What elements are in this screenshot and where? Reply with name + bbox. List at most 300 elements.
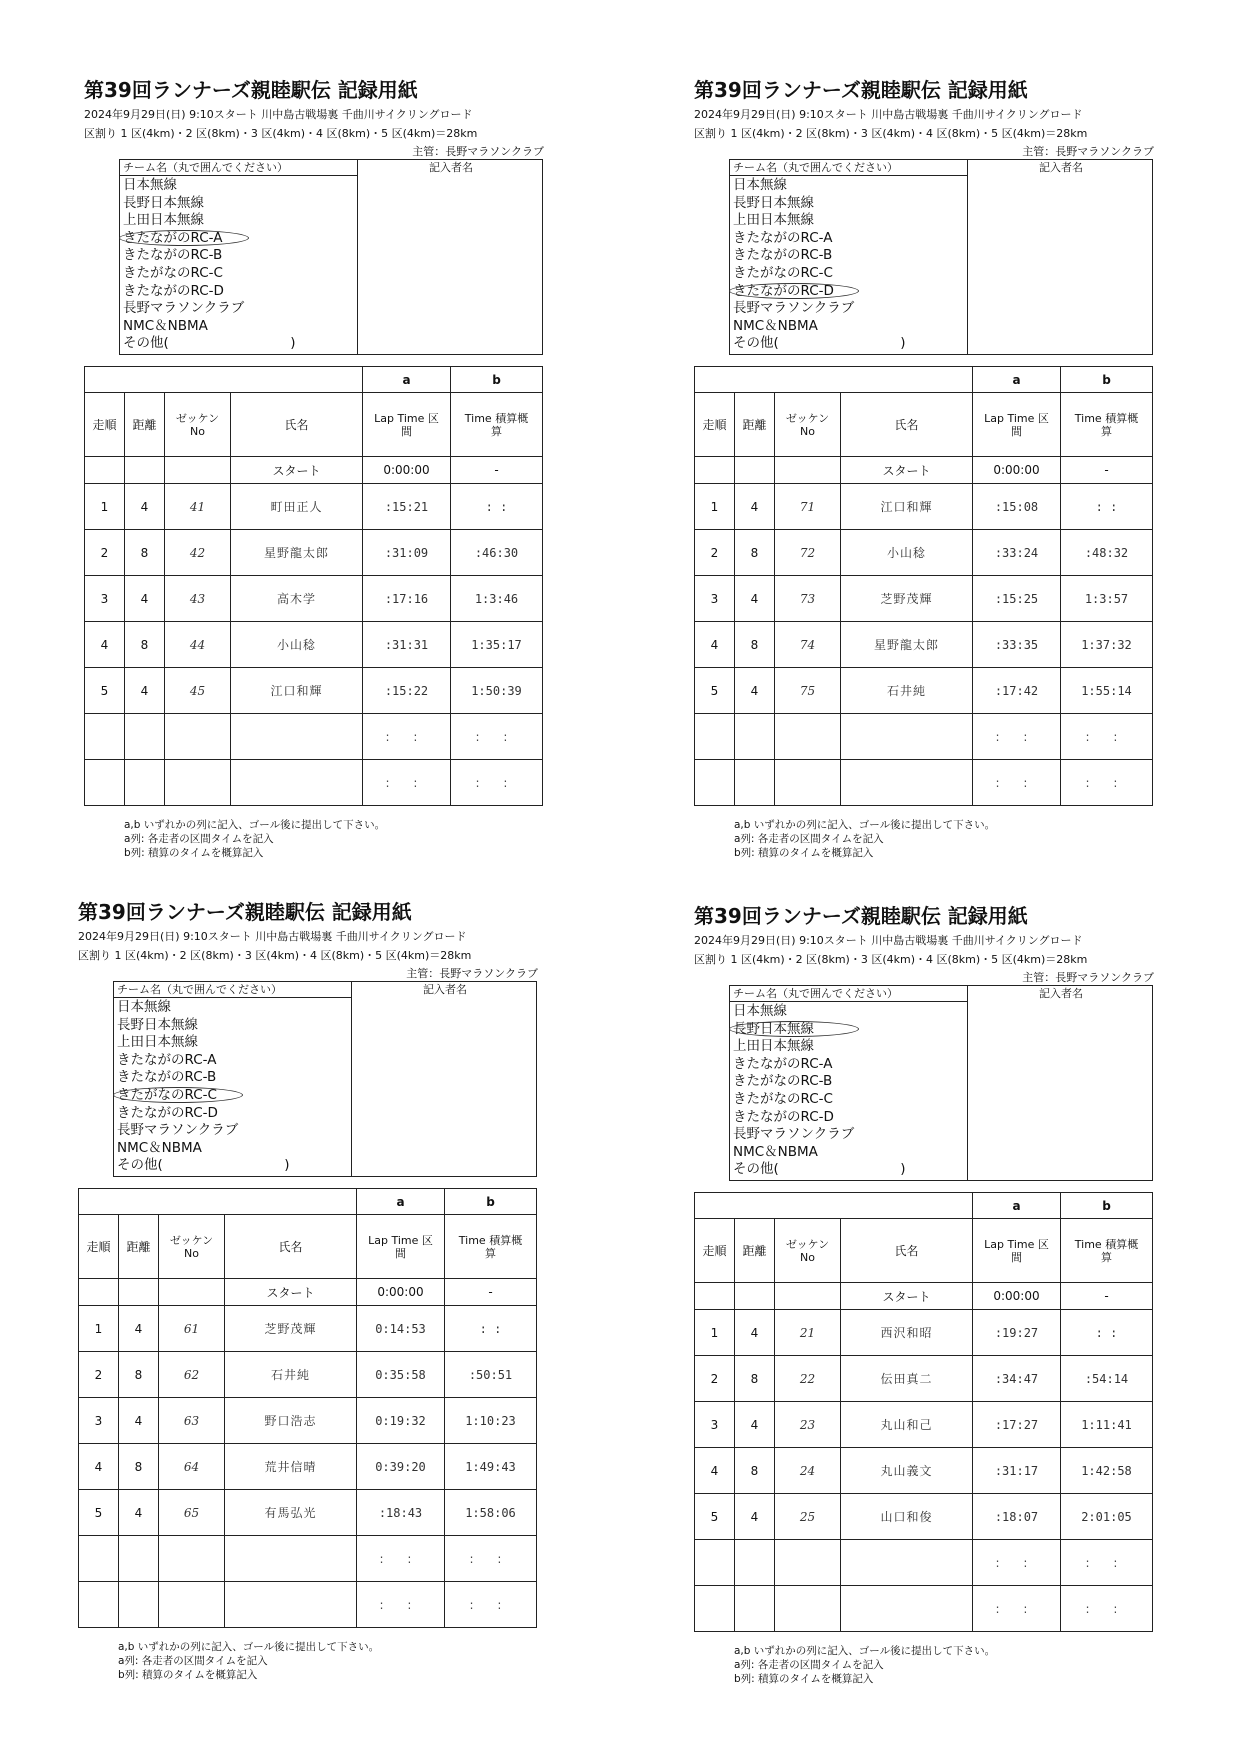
runner-bib[interactable]: 25 (775, 1494, 841, 1540)
team-option[interactable] (733, 1003, 967, 1021)
team-selection-box (119, 159, 543, 355)
runner-distance (735, 760, 775, 806)
circle-mark (729, 1021, 859, 1037)
event-date-location: 2024年9月29日(日) 9:10スタート 川中島古戦場裏 千曲川サイクリングロード (84, 108, 473, 121)
team-option[interactable] (117, 1034, 351, 1052)
header-row (695, 1219, 1153, 1283)
team-list-header: チーム名（丸で囲んでください） (114, 982, 351, 998)
runner-order: 5 (85, 668, 125, 714)
team-option[interactable] (123, 335, 357, 353)
sheet-title: 第39回ランナーズ親睦駅伝 記録用紙 (694, 78, 1028, 102)
team-selection-box (113, 981, 537, 1177)
instruction-line: a,b いずれかの列に記入、ゴール後に提出して下さい。 (734, 1645, 996, 1657)
recorder-name-header: 記入者名 (429, 161, 473, 174)
runner-distance: 4 (125, 668, 165, 714)
runner-order: 5 (695, 1494, 735, 1540)
runner-name[interactable]: 石井純 (225, 1352, 357, 1398)
runner-lap-time[interactable]: 0:39:20 (357, 1444, 445, 1490)
runner-bib[interactable] (775, 760, 841, 806)
runner-total-time[interactable]: 1:55:14 (1061, 668, 1153, 714)
runner-name[interactable]: 石井純 (841, 668, 973, 714)
team-name: 上田日本無線 (117, 1034, 198, 1051)
runner-order: 3 (695, 1402, 735, 1448)
runner-distance: 8 (735, 1448, 775, 1494)
team-option[interactable] (123, 212, 357, 230)
runner-name[interactable] (231, 714, 363, 760)
blank-cell (695, 1283, 735, 1310)
team-option[interactable] (123, 283, 357, 301)
runner-lap-time[interactable]: 0:14:53 (357, 1306, 445, 1352)
team-option[interactable] (733, 335, 967, 353)
runner-lap-time[interactable]: :15:08 (973, 484, 1061, 530)
instruction-line: a,b いずれかの列に記入、ゴール後に提出して下さい。 (118, 1641, 380, 1653)
team-option[interactable] (117, 1052, 351, 1070)
runner-bib[interactable]: 62 (159, 1352, 225, 1398)
runner-bib[interactable]: 71 (775, 484, 841, 530)
runner-name[interactable] (841, 1586, 973, 1632)
start-label: スタート (231, 457, 363, 484)
runner-order: 5 (695, 668, 735, 714)
instruction-line: a列: 各走者の区間タイムを記入 (118, 1655, 268, 1667)
runner-lap-time[interactable]: :31:09 (363, 530, 451, 576)
header-lap-time: Lap Time 区間 (363, 393, 451, 457)
team-list-panel (730, 986, 968, 1180)
runner-total-time[interactable]: 1:42:58 (1061, 1448, 1153, 1494)
runner-total-time[interactable]: : : (445, 1536, 537, 1582)
blank-cell (735, 457, 775, 484)
team-list (120, 176, 357, 353)
blank-cell (775, 457, 841, 484)
team-option[interactable] (123, 318, 357, 336)
runner-total-time[interactable]: 1:10:23 (445, 1398, 537, 1444)
header-bib: ゼッケン No (159, 1215, 225, 1279)
header-bib: ゼッケン No (775, 393, 841, 457)
team-option[interactable] (117, 1157, 351, 1175)
section-distances: 区割り 1 区(4km)・2 区(8km)・3 区(4km)・4 区(8km)・5 区(4km)＝28km (694, 953, 1088, 966)
team-option[interactable] (117, 1122, 351, 1140)
instructions (734, 1644, 995, 1686)
runner-total-time[interactable]: 1:11:41 (1061, 1402, 1153, 1448)
runner-total-time[interactable]: : : (1061, 714, 1153, 760)
team-option[interactable] (733, 1144, 967, 1162)
runner-name[interactable]: 丸山義文 (841, 1448, 973, 1494)
runner-bib[interactable]: 72 (775, 530, 841, 576)
start-row (695, 457, 1153, 484)
runner-name[interactable]: 有馬弘光 (225, 1490, 357, 1536)
runner-lap-time[interactable]: :34:47 (973, 1356, 1061, 1402)
team-option[interactable] (117, 1017, 351, 1035)
runner-name[interactable]: 西沢和昭 (841, 1310, 973, 1356)
runner-bib[interactable]: 45 (165, 668, 231, 714)
start-row (79, 1279, 537, 1306)
circle-mark (119, 230, 249, 246)
col-a-label: a (357, 1189, 445, 1215)
runner-distance (125, 760, 165, 806)
runner-lap-time[interactable]: : : (363, 714, 451, 760)
runner-total-time[interactable]: 1:3:46 (451, 576, 543, 622)
team-selection-box (729, 159, 1153, 355)
runner-bib[interactable]: 23 (775, 1402, 841, 1448)
runner-lap-time[interactable]: :18:07 (973, 1494, 1061, 1540)
runner-bib[interactable]: 21 (775, 1310, 841, 1356)
runner-order: 2 (695, 1356, 735, 1402)
team-option-circled[interactable] (117, 1087, 351, 1105)
team-name: その他( ) (117, 1157, 290, 1174)
runner-bib[interactable]: 24 (775, 1448, 841, 1494)
runner-row (695, 1448, 1153, 1494)
start-label: スタート (841, 457, 973, 484)
team-option[interactable] (117, 1105, 351, 1123)
runner-distance (735, 1586, 775, 1632)
runner-lap-time[interactable]: :31:17 (973, 1448, 1061, 1494)
runner-name[interactable]: 芝野茂輝 (841, 576, 973, 622)
runner-bib[interactable] (165, 714, 231, 760)
runner-lap-time[interactable]: 0:35:58 (357, 1352, 445, 1398)
runner-total-time[interactable]: : : (451, 484, 543, 530)
runner-name[interactable]: 小山稔 (841, 530, 973, 576)
runner-distance: 8 (735, 622, 775, 668)
runner-row (695, 1356, 1153, 1402)
runner-lap-time[interactable]: :15:25 (973, 576, 1061, 622)
runner-total-time[interactable]: 1:58:06 (445, 1490, 537, 1536)
runner-lap-time[interactable]: :31:31 (363, 622, 451, 668)
runner-bib[interactable]: 73 (775, 576, 841, 622)
runner-bib[interactable]: 44 (165, 622, 231, 668)
runner-name[interactable]: 山口和俊 (841, 1494, 973, 1540)
runner-order: 1 (695, 1310, 735, 1356)
runner-bib[interactable]: 75 (775, 668, 841, 714)
header-row (85, 393, 543, 457)
runner-bib[interactable] (159, 1582, 225, 1628)
team-option[interactable] (733, 1038, 967, 1056)
organizer: 主管：長野マラソンクラブ (1022, 971, 1154, 984)
runner-row (85, 668, 543, 714)
runner-lap-time[interactable]: :33:35 (973, 622, 1061, 668)
team-name: その他( ) (733, 335, 906, 352)
header-lap-time: Lap Time 区間 (973, 1219, 1061, 1283)
team-name: きたがなのRC-C (123, 264, 223, 281)
team-option[interactable] (733, 1126, 967, 1144)
runner-order: 3 (85, 576, 125, 622)
blank-cell (85, 457, 125, 484)
col-b-label: b (1061, 1193, 1153, 1219)
event-date-location: 2024年9月29日(日) 9:10スタート 川中島古戦場裏 千曲川サイクリングロード (694, 108, 1083, 121)
runner-lap-time[interactable]: :33:24 (973, 530, 1061, 576)
team-name: きたながのRC-B (733, 247, 833, 264)
team-option[interactable] (733, 1109, 967, 1127)
header-order: 走順 (79, 1215, 119, 1279)
section-distances: 区割り 1 区(4km)・2 区(8km)・3 区(4km)・4 区(8km)・5 区(4km)＝28km (694, 127, 1088, 140)
runner-lap-time[interactable]: : : (363, 760, 451, 806)
team-option[interactable] (117, 999, 351, 1017)
runner-order: 4 (695, 622, 735, 668)
team-list-panel (114, 982, 352, 1176)
runner-row (695, 1540, 1153, 1586)
team-option[interactable] (733, 1056, 967, 1074)
runner-bib[interactable] (775, 1540, 841, 1586)
runner-lap-time[interactable]: :17:27 (973, 1402, 1061, 1448)
header-order: 走順 (695, 1219, 735, 1283)
team-name: きたながのRC-D (123, 282, 224, 299)
team-name: 日本無線 (117, 999, 171, 1015)
header-lap-time: Lap Time 区間 (973, 393, 1061, 457)
col-b-label: b (1061, 367, 1153, 393)
instruction-line: b列: 積算のタイムを概算記入 (734, 1673, 874, 1685)
col-b-label: b (445, 1189, 537, 1215)
runner-distance: 4 (735, 1402, 775, 1448)
team-option[interactable] (123, 265, 357, 283)
runner-lap-time[interactable]: : : (357, 1582, 445, 1628)
runner-distance: 4 (119, 1398, 159, 1444)
runner-total-time[interactable]: :48:32 (1061, 530, 1153, 576)
runner-name[interactable]: 江口和輝 (231, 668, 363, 714)
runner-name[interactable]: 町田正人 (231, 484, 363, 530)
runner-total-time[interactable]: : : (451, 714, 543, 760)
record-sheet-2 (684, 74, 1164, 859)
runner-lap-time[interactable]: :19:27 (973, 1310, 1061, 1356)
header-name: 氏名 (841, 393, 973, 457)
runner-lap-time[interactable]: 0:19:32 (357, 1398, 445, 1444)
runner-order (85, 714, 125, 760)
team-name: 上田日本無線 (733, 212, 814, 229)
sheet-title: 第39回ランナーズ親睦駅伝 記録用紙 (694, 904, 1028, 928)
runner-name[interactable] (841, 1540, 973, 1586)
instructions (118, 1640, 379, 1682)
team-option[interactable] (123, 247, 357, 265)
runner-name[interactable] (841, 760, 973, 806)
event-date-location: 2024年9月29日(日) 9:10スタート 川中島古戦場裏 千曲川サイクリングロード (78, 930, 467, 943)
instruction-line: a,b いずれかの列に記入、ゴール後に提出して下さい。 (734, 819, 996, 831)
team-option[interactable] (117, 1140, 351, 1158)
start-row (695, 1283, 1153, 1310)
runner-bib[interactable]: 41 (165, 484, 231, 530)
runner-row (695, 622, 1153, 668)
blank-cell (735, 1283, 775, 1310)
runner-name[interactable]: 星野龍太郎 (231, 530, 363, 576)
circle-mark (113, 1087, 243, 1103)
team-option[interactable] (733, 265, 967, 283)
team-name: NMC＆NBMA (123, 317, 208, 334)
runner-bib[interactable]: 63 (159, 1398, 225, 1444)
team-option-circled[interactable] (733, 1021, 967, 1039)
start-time: 0:00:00 (357, 1279, 445, 1306)
runner-bib[interactable]: 22 (775, 1356, 841, 1402)
team-option[interactable] (123, 195, 357, 213)
runner-distance: 4 (125, 484, 165, 530)
runner-order: 3 (695, 576, 735, 622)
header-total-time: Time 積算概算 (1061, 393, 1153, 457)
instruction-line: a列: 各走者の区間タイムを記入 (734, 1659, 884, 1671)
start-total: - (451, 457, 543, 484)
team-option[interactable] (733, 300, 967, 318)
runner-distance (735, 1540, 775, 1586)
runner-row (85, 622, 543, 668)
runner-distance: 4 (735, 668, 775, 714)
runner-bib[interactable]: 42 (165, 530, 231, 576)
runner-distance: 8 (119, 1444, 159, 1490)
runner-distance: 8 (119, 1352, 159, 1398)
runner-total-time[interactable]: : : (445, 1582, 537, 1628)
header-bib: ゼッケン No (775, 1219, 841, 1283)
record-sheet-4 (684, 900, 1164, 1685)
runner-total-time[interactable]: 2:01:05 (1061, 1494, 1153, 1540)
team-option[interactable] (733, 1161, 967, 1179)
runner-name[interactable] (225, 1536, 357, 1582)
runner-lap-time[interactable]: : : (973, 760, 1061, 806)
blank-cell (165, 457, 231, 484)
blank-cell (695, 367, 973, 393)
runner-total-time[interactable]: : : (1061, 1540, 1153, 1586)
header-distance: 距離 (735, 393, 775, 457)
runner-lap-time[interactable]: :17:42 (973, 668, 1061, 714)
team-name: NMC＆NBMA (733, 317, 818, 334)
instruction-line: b列: 積算のタイムを概算記入 (124, 847, 264, 859)
runner-total-time[interactable]: 1:37:32 (1061, 622, 1153, 668)
runner-row (85, 760, 543, 806)
runner-order (79, 1582, 119, 1628)
team-name: きたながのRC-D (733, 1108, 834, 1125)
runner-total-time[interactable]: :54:14 (1061, 1356, 1153, 1402)
instruction-line: b列: 積算のタイムを概算記入 (734, 847, 874, 859)
runner-total-time[interactable]: : : (451, 760, 543, 806)
runner-row (85, 484, 543, 530)
team-option[interactable] (123, 177, 357, 195)
team-name: きたながのRC-A (733, 229, 833, 246)
team-option[interactable] (117, 1069, 351, 1087)
blank-cell (695, 457, 735, 484)
instruction-line: a列: 各走者の区間タイムを記入 (124, 833, 274, 845)
header-lap-time: Lap Time 区間 (357, 1215, 445, 1279)
team-option[interactable] (733, 230, 967, 248)
runner-order (695, 1540, 735, 1586)
start-total: - (445, 1279, 537, 1306)
runner-lap-time[interactable]: :15:21 (363, 484, 451, 530)
runner-total-time[interactable]: : : (1061, 1310, 1153, 1356)
runner-lap-time[interactable]: :15:22 (363, 668, 451, 714)
team-option-circled[interactable] (733, 283, 967, 301)
runner-name[interactable]: 荒井信晴 (225, 1444, 357, 1490)
runner-total-time[interactable]: 1:49:43 (445, 1444, 537, 1490)
record-table (694, 1192, 1153, 1632)
runner-name[interactable]: 星野龍太郎 (841, 622, 973, 668)
runner-lap-time[interactable]: :17:16 (363, 576, 451, 622)
runner-name[interactable] (225, 1582, 357, 1628)
start-time: 0:00:00 (973, 1283, 1061, 1310)
blank-cell (85, 367, 363, 393)
team-list-panel (730, 160, 968, 354)
runner-row (695, 530, 1153, 576)
runner-distance: 4 (735, 576, 775, 622)
runner-row (695, 1494, 1153, 1540)
team-option[interactable] (733, 177, 967, 195)
instruction-line: a,b いずれかの列に記入、ゴール後に提出して下さい。 (124, 819, 386, 831)
team-option[interactable] (733, 195, 967, 213)
runner-bib[interactable] (165, 760, 231, 806)
runner-distance: 4 (119, 1490, 159, 1536)
team-name: 日本無線 (733, 177, 787, 193)
team-option[interactable] (733, 1073, 967, 1091)
runner-bib[interactable]: 64 (159, 1444, 225, 1490)
runner-distance: 8 (735, 530, 775, 576)
header-row (695, 393, 1153, 457)
runner-name[interactable] (841, 714, 973, 760)
runner-name[interactable]: 野口浩志 (225, 1398, 357, 1444)
runner-total-time[interactable]: 1:35:17 (451, 622, 543, 668)
runner-lap-time[interactable]: : : (973, 714, 1061, 760)
runner-distance (119, 1536, 159, 1582)
team-option[interactable] (733, 318, 967, 336)
runner-total-time[interactable]: : : (445, 1306, 537, 1352)
runner-lap-time[interactable]: : : (357, 1536, 445, 1582)
runner-lap-time[interactable]: : : (973, 1586, 1061, 1632)
runner-distance: 4 (119, 1306, 159, 1352)
runner-lap-time[interactable]: :18:43 (357, 1490, 445, 1536)
start-time: 0:00:00 (363, 457, 451, 484)
team-option-circled[interactable] (123, 230, 357, 248)
runner-name[interactable]: 小山稔 (231, 622, 363, 668)
runner-bib[interactable] (775, 1586, 841, 1632)
team-list-panel (120, 160, 358, 354)
team-list-header: チーム名（丸で囲んでください） (730, 986, 967, 1002)
team-name: NMC＆NBMA (733, 1143, 818, 1160)
instruction-line: b列: 積算のタイムを概算記入 (118, 1669, 258, 1681)
record-table (694, 366, 1153, 806)
runner-total-time[interactable]: 1:3:57 (1061, 576, 1153, 622)
runner-bib[interactable]: 43 (165, 576, 231, 622)
runner-name[interactable]: 丸山和己 (841, 1402, 973, 1448)
runner-name[interactable] (231, 760, 363, 806)
runner-order: 4 (695, 1448, 735, 1494)
runner-distance: 8 (125, 622, 165, 668)
team-name: きたがなのRC-B (733, 1073, 833, 1090)
team-option[interactable] (733, 1091, 967, 1109)
runner-lap-time[interactable]: : : (973, 1540, 1061, 1586)
team-name: きたがなのRC-C (733, 264, 833, 281)
runner-total-time[interactable]: : : (1061, 484, 1153, 530)
start-total: - (1061, 1283, 1153, 1310)
runner-bib[interactable]: 65 (159, 1490, 225, 1536)
start-total: - (1061, 457, 1153, 484)
team-option[interactable] (733, 212, 967, 230)
runner-name[interactable]: 芝野茂輝 (225, 1306, 357, 1352)
team-option[interactable] (733, 247, 967, 265)
record-table (78, 1188, 537, 1628)
runner-order (695, 714, 735, 760)
runner-total-time[interactable]: 1:50:39 (451, 668, 543, 714)
runner-bib[interactable]: 61 (159, 1306, 225, 1352)
runner-total-time[interactable]: :50:51 (445, 1352, 537, 1398)
runner-total-time[interactable]: :46:30 (451, 530, 543, 576)
runner-bib[interactable] (159, 1536, 225, 1582)
runner-name[interactable]: 江口和輝 (841, 484, 973, 530)
organizer: 主管：長野マラソンクラブ (406, 967, 538, 980)
runner-bib[interactable] (775, 714, 841, 760)
runner-total-time[interactable]: : : (1061, 1586, 1153, 1632)
blank-cell (159, 1279, 225, 1306)
team-option[interactable] (123, 300, 357, 318)
runner-name[interactable]: 伝田真二 (841, 1356, 973, 1402)
team-name: きたながのRC-D (733, 282, 834, 299)
runner-total-time[interactable]: : : (1061, 760, 1153, 806)
team-name: NMC＆NBMA (117, 1139, 202, 1156)
blank-cell (775, 1283, 841, 1310)
runner-order: 3 (79, 1398, 119, 1444)
runner-bib[interactable]: 74 (775, 622, 841, 668)
runner-row (79, 1582, 537, 1628)
runner-name[interactable]: 高木学 (231, 576, 363, 622)
column-letter-row (79, 1189, 537, 1215)
col-a-label: a (363, 367, 451, 393)
